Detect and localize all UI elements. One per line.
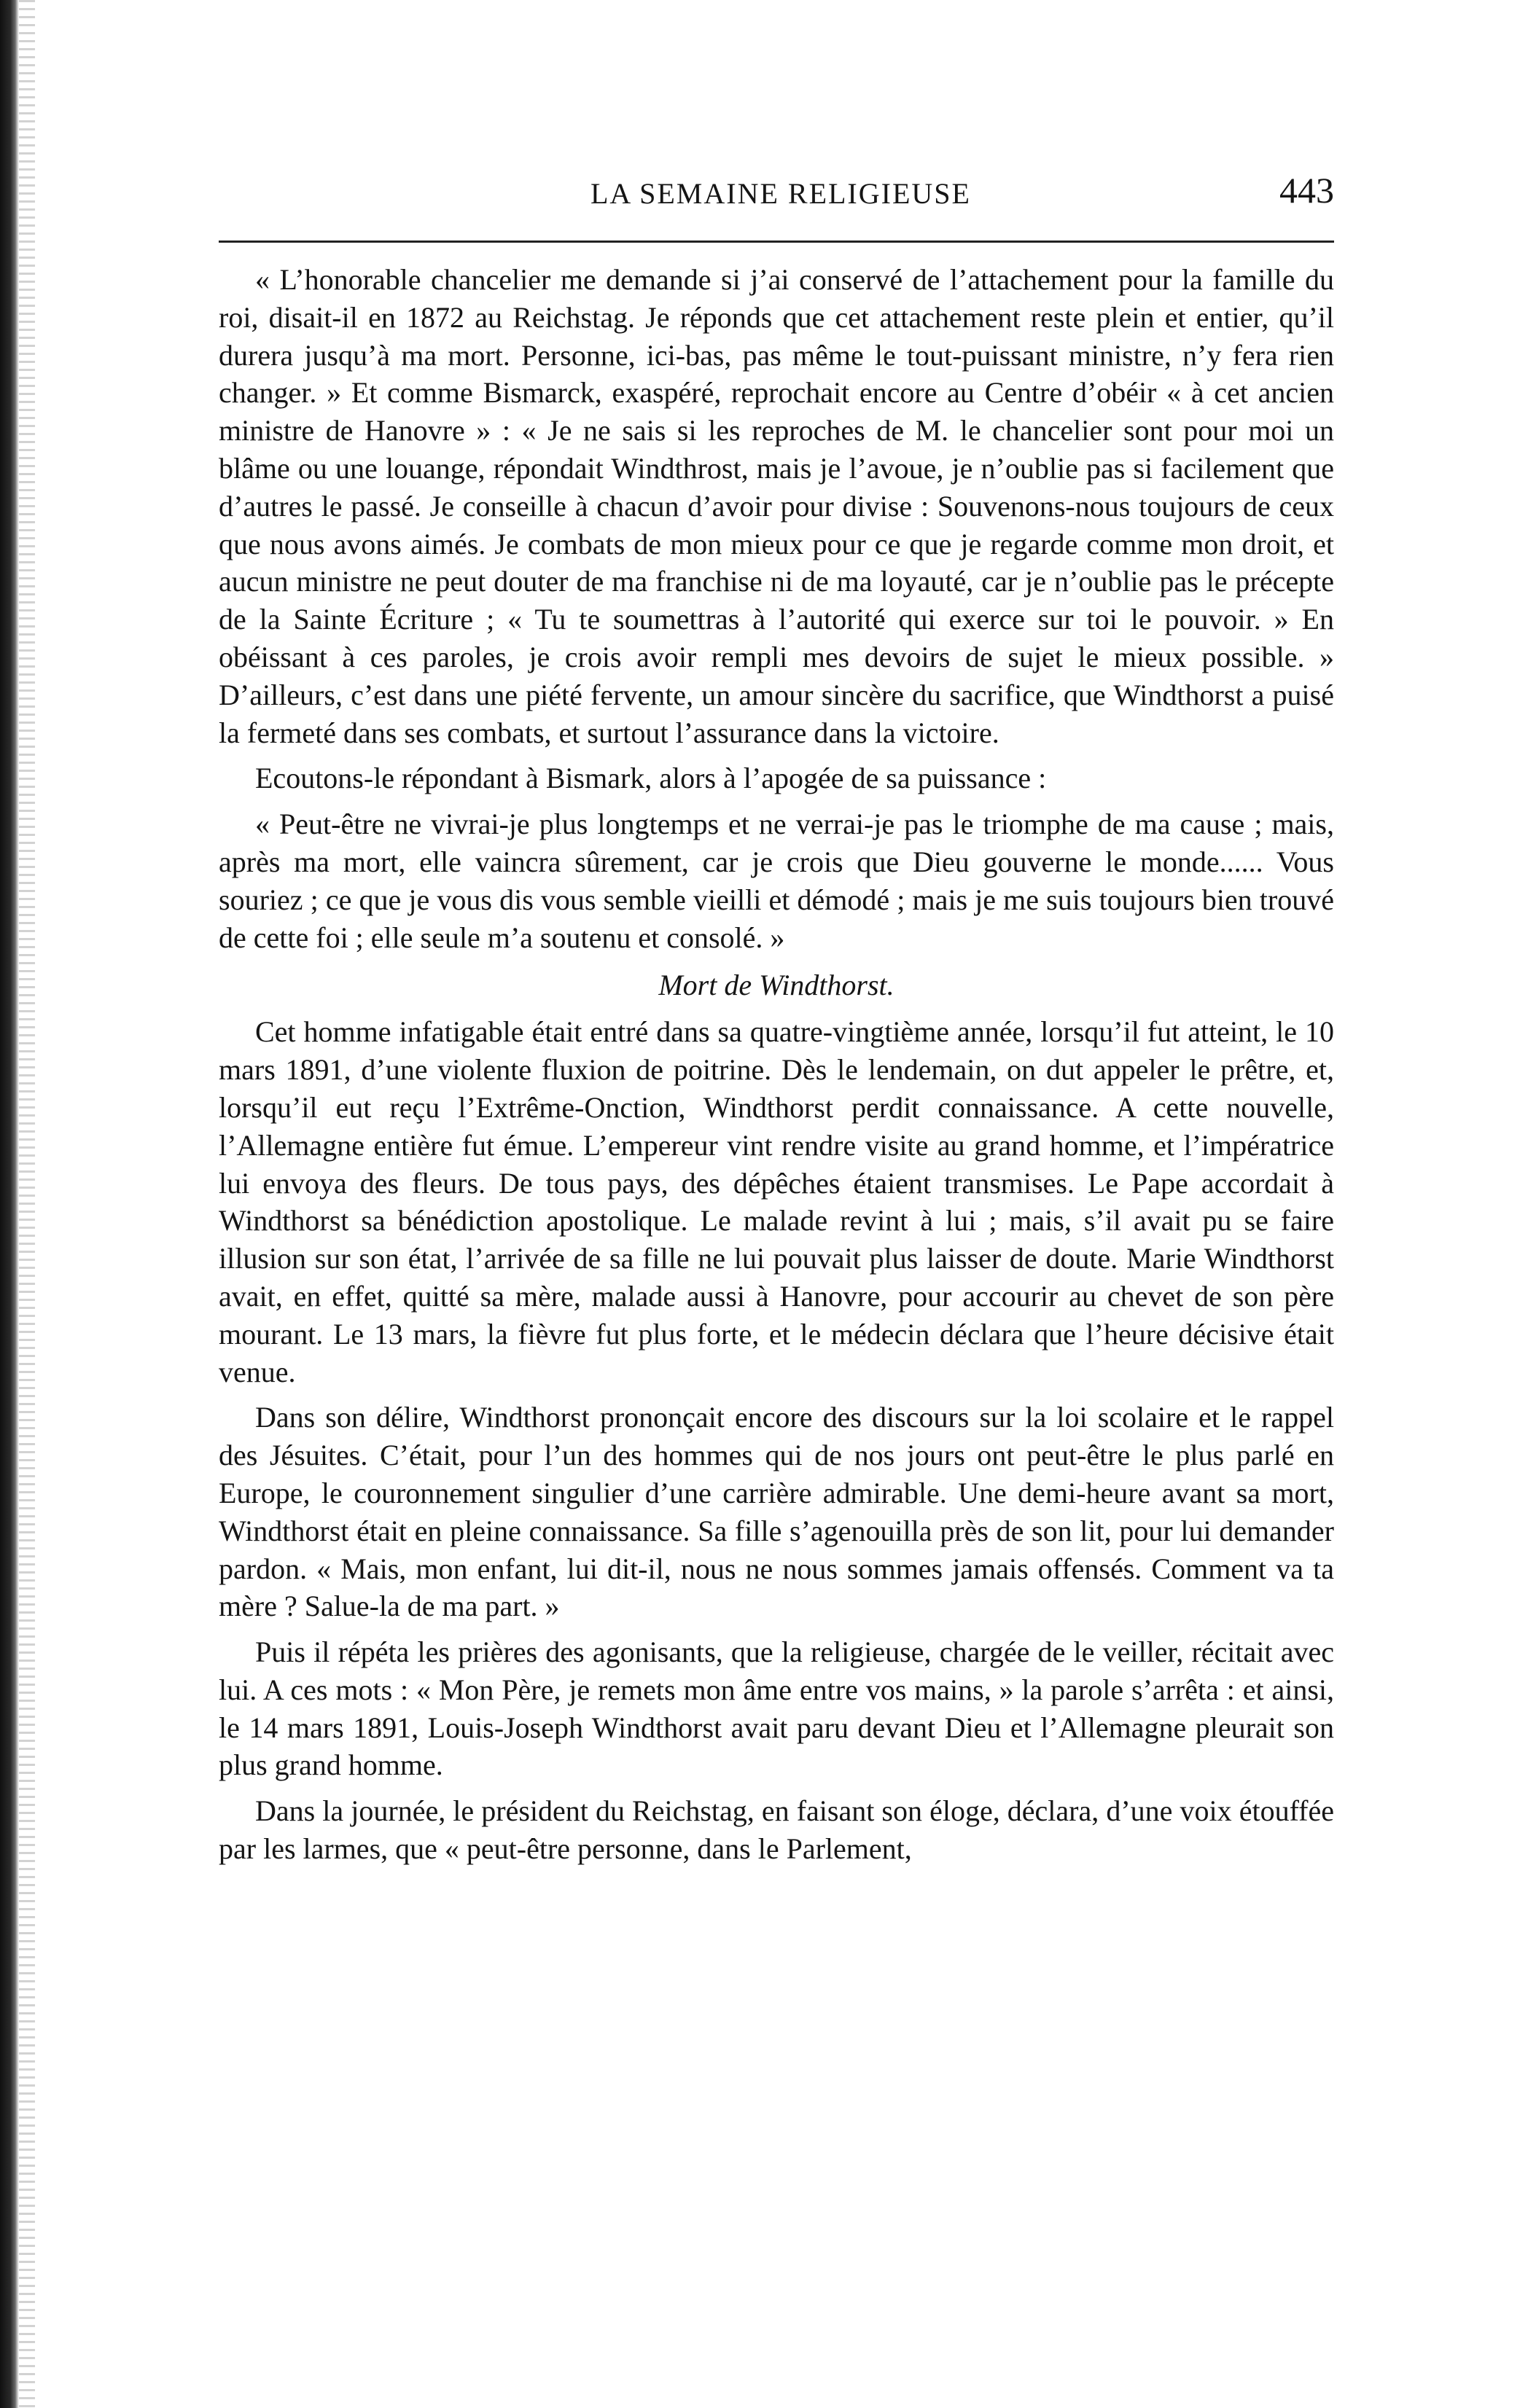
- header-rule: [219, 241, 1334, 243]
- running-title: LA SEMAINE RELIGIEUSE: [590, 177, 971, 210]
- body-text: [219, 261, 1334, 1868]
- section-title: Mort de Windthorst.: [658, 969, 894, 1002]
- paragraph-5: Dans son délire, Windthorst prononçait encore des discours sur la loi scolaire et le rappel des Jésuites. C’était, pour l’un des hommes qui de nos jours ont peut-être le plus parlé en Europe, le couronnement singulier d’une carrière admirable. Une demi-heure avant sa mort, Windthorst était en pleine connaissance. Sa fille s’agenouilla près de son lit, pour lui demander pardon. « Mais, mon enfant, lui dit-il, nous ne nous sommes jamais offensés. Comment va ta mère ? Salue-la de ma part. »: [219, 1401, 1334, 1623]
- paragraph-3: « Peut-être ne vivrai-je plus longtemps et ne verrai-je pas le triomphe de ma cause ; mais, après ma mort, elle vaincra sûrement, car je crois que Dieu gouverne le monde...... Vous souriez ; ce que je vous dis vous semble vieilli et démodé ; mais je me suis toujours bien trouvé de cette foi ; elle seule m’a soutenu et consolé. »: [219, 808, 1334, 954]
- paragraph-7: Dans la journée, le président du Reichstag, en faisant son éloge, déclara, d’une voix étouffée par les larmes, que « peut-être personne, dans le Parlement,: [219, 1794, 1334, 1866]
- paragraph-6: Puis il répéta les prières des agonisants, que la religieuse, chargée de le veiller, récitait avec lui. A ces mots : « Mon Père, je remets mon âme entre vos mains, » la parole s’arrêta : et ainsi, le 14 mars 1891, Louis-Joseph Windthorst avait paru devant Dieu et l’Allemagne pleurait son plus grand homme.: [219, 1635, 1334, 1782]
- paragraph-2: Ecoutons-le répondant à Bismark, alors à l’apogée de sa puissance :: [255, 762, 1047, 795]
- running-head: [219, 169, 1334, 227]
- paragraph-1: « L’honorable chancelier me demande si j’ai conservé de l’attachement pour la famille du roi, disait-il en 1872 au Reichstag. Je réponds que cet attachement reste plein et entier, qu’il durera jusqu’à ma mort. Personne, ici-bas, pas même le tout-puissant ministre, n’y fera rien changer. » Et comme Bismarck, exaspéré, reprochait encore au Centre d’obéir « à cet ancien ministre de Hanovre » : « Je ne sais si les reproches de M. le chancelier sont pour moi un blâme ou une louange, répondait Windthrost, mais je l’avoue, je n’oublie pas si facilement que d’autres le passé. Je conseille à chacun d’avoir pour divise : Souvenons-nous toujours de ceux que nous avons aimés. Je combats de mon mieux pour ce que je regarde comme mon droit, et aucun ministre ne peut douter de ma franchise ni de ma loyauté, car je n’oublie pas le précepte de la Sainte Écriture ; « Tu te soumettras à l’autorité qui exerce sur toi le pouvoir. » En obéissant à ces paroles, je crois avoir rempli mes devoirs de sujet le mieux possible. » D’ailleurs, c’est dans une piété fervente, un amour sincère du sacrifice, que Windthorst a puisé la fermeté dans ses combats, et surtout l’assurance dans la victoire.: [219, 263, 1334, 749]
- page-number: 443: [1279, 170, 1334, 211]
- binding-edge: [0, 0, 19, 2408]
- paragraph-4: Cet homme infatigable était entré dans sa quatre-vingtième année, lorsqu’il fut atteint, le 10 mars 1891, d’une violente fluxion de poitrine. Dès le lendemain, on dut appeler le prêtre, et, lorsqu’il eut reçu l’Extrême-Onction, Windthorst perdit connaissance. A cette nouvelle, l’Allemagne entière fut émue. L’empereur vint rendre visite au grand homme, et l’impératrice lui envoya des fleurs. De tous pays, des dépêches étaient transmises. Le Pape accordait à Windthorst sa bénédiction apostolique. Le malade revint à lui ; mais, s’il avait pu se faire illusion sur son état, l’arrivée de sa fille ne lui pouvait plus laisser de doute. Marie Windthorst avait, en effet, quitté sa mère, malade aussi à Hanovre, pour accourir au chevet de son père mourant. Le 13 mars, la fièvre fut plus forte, et le médecin déclara que l’heure décisive était venue.: [219, 1015, 1334, 1388]
